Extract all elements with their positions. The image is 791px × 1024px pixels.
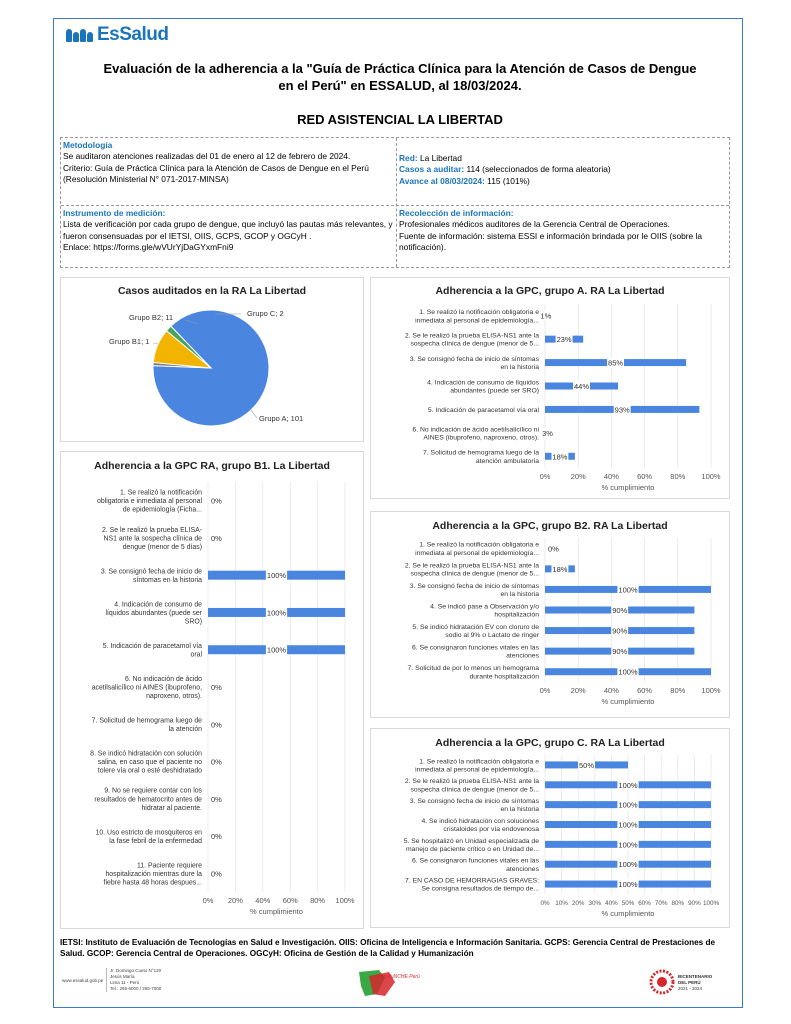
data-label: 100% xyxy=(618,860,638,870)
group-b1-panel xyxy=(60,451,364,929)
category-label: 7. Solicitud de hemograma luego de xyxy=(91,717,202,725)
tick-label: 10% xyxy=(555,900,568,907)
data-label: 0% xyxy=(211,720,222,730)
tick-label: 20% xyxy=(227,896,243,905)
category-label: 4. Indicación de consumo de líquidos xyxy=(427,379,539,387)
category-label: 2. Se le realizó la prueba ELISA-NS1 ante la xyxy=(404,562,539,570)
data-label: 100% xyxy=(618,820,638,830)
category-label: 3. Se consignó fecha de inicio de xyxy=(100,568,202,576)
category-label: 10. Uso estricto de mosquiteros en xyxy=(95,829,202,837)
data-label: 44% xyxy=(574,382,590,391)
punche-peru-icon xyxy=(355,966,420,1000)
category-label: en la historia xyxy=(500,806,539,814)
tick-label: 100% xyxy=(701,472,721,481)
group-b1-title: Adherencia a la GPC RA, grupo B1. La Libertad xyxy=(94,460,330,472)
page-title xyxy=(60,60,740,94)
metodologia-cell xyxy=(63,140,393,185)
data-label: 100% xyxy=(618,585,638,595)
tick-label: 80% xyxy=(670,472,686,481)
category-label: sospecha clínica de dengue (menor de 5... xyxy=(410,786,539,794)
group-a-title: Adherencia a la GPC, grupo A. RA La Libertad xyxy=(435,285,665,297)
category-label: abundantes (puede ser SRO) xyxy=(450,387,539,395)
category-label: atenciones xyxy=(506,865,539,873)
category-label: hospitalización xyxy=(494,611,539,619)
x-axis-label: % cumplimiento xyxy=(601,483,655,492)
category-label: sospecha clínica de dengue (menor de 5... xyxy=(410,340,539,348)
page-subtitle: RED ASISTENCIAL LA LIBERTAD xyxy=(297,112,503,127)
group-b2-panel xyxy=(370,511,730,718)
red-label: Red: xyxy=(399,153,418,163)
x-axis-label: % cumplimiento xyxy=(250,907,303,916)
instrumento-label: Instrumento de medición: xyxy=(63,208,166,218)
tick-label: 80% xyxy=(670,686,686,695)
category-label: 9. No se requiere contar con los xyxy=(104,787,202,795)
bicentenario-line-1: BICENTENARIO xyxy=(678,974,713,979)
casos-label: Casos a auditar: xyxy=(399,164,465,175)
data-label: 100% xyxy=(266,608,287,618)
address-line-1: Jr. Domingo Cueto N°120 xyxy=(110,968,162,973)
category-label: 8. Se indicó hidratación con solución xyxy=(90,750,202,758)
data-label: 100% xyxy=(266,571,287,581)
category-label: inmediata al personal de epidemiología... xyxy=(415,766,539,774)
category-label: inmediata al personal de epidemiología... xyxy=(415,549,539,557)
category-label: Se consigna resultados de tiempo de... xyxy=(421,885,539,893)
pie-chart-panel xyxy=(60,277,364,442)
category-label: obligatoria e inmediata al personal xyxy=(97,498,202,506)
data-label: 85% xyxy=(608,358,624,368)
essalud-logo xyxy=(66,24,168,46)
metodologia-text-1: Se auditaron atenciones realizadas del 01 de enero al 12 de febrero de 2024. xyxy=(63,151,351,162)
data-label: 0% xyxy=(211,496,222,506)
tick-label: 20% xyxy=(571,900,585,907)
data-label: 0% xyxy=(211,832,222,842)
category-label: fiebre hasta 48 horas despues... xyxy=(103,879,202,887)
category-label: 7. EN CASO DE HEMORRAGIAS GRAVES: xyxy=(405,877,539,885)
category-label: la atención xyxy=(168,726,202,734)
category-label: 5. Se hospitalizó en Unidad especializada de xyxy=(403,837,539,845)
tick-label: 50% xyxy=(621,900,635,907)
tick-label: 20% xyxy=(570,686,586,695)
title-line-1: Evaluación de la adherencia a la "Guía de Práctica Clínica para la Atención de Casos de Dengue xyxy=(103,61,697,76)
tick-label: 60% xyxy=(282,896,298,905)
footer-address xyxy=(106,968,161,992)
group-b2-chart xyxy=(371,512,729,717)
data-label: 100% xyxy=(618,880,638,890)
group-c-title: Adherencia a la GPC, grupo C. RA La Libertad xyxy=(435,737,665,749)
category-label: 7. Solicitud de hemograma luego de la xyxy=(423,449,539,457)
category-label: NS1 ante la sospecha clínica de xyxy=(103,535,202,543)
avance-label: Avance al 08/03/2024: xyxy=(399,175,485,186)
category-label: sospecha clínica de dengue (menor de 5... xyxy=(410,570,539,578)
category-label: AINES (ibuprofeno, naproxeno, otros). xyxy=(423,434,539,442)
category-label: 1. Se realizó la notificación xyxy=(120,489,202,497)
category-label: resultados de hematocrito antes de xyxy=(94,796,202,804)
data-label: 0% xyxy=(211,869,222,879)
category-label: hidratar al paciente. xyxy=(141,804,202,812)
category-label: 1. Se realizó la notificación obligatoria e xyxy=(419,541,539,549)
recoleccion-label: Recolección de información: xyxy=(399,208,514,218)
pie-leader-line xyxy=(251,410,257,418)
address-line-4: Tel.: 265-6000 / 265-7000 xyxy=(110,986,162,991)
category-label: SRO) xyxy=(184,618,202,626)
category-label: 4. Se indicó pase a Observación y/o xyxy=(430,603,539,611)
category-label: 5. Indicación de paracetamol vía xyxy=(102,642,202,650)
category-label: 5. Indicación de paracetamol vía oral xyxy=(427,406,539,414)
pie-chart xyxy=(61,278,363,441)
tick-label: 20% xyxy=(570,472,586,481)
group-a-panel xyxy=(370,277,730,499)
data-label: 18% xyxy=(552,452,568,462)
recoleccion-text-1: Profesionales médicos auditores de la Gerencia Central de Operaciones. xyxy=(399,219,670,230)
pie-label: Grupo B2; 11 xyxy=(129,313,174,322)
category-label: 7. Solicitud de por lo menos un hemograma xyxy=(407,665,539,673)
category-label: en la historia xyxy=(500,591,539,599)
people-icon xyxy=(66,29,93,42)
data-label: 0% xyxy=(548,544,559,554)
category-label: 5. Se indicó hidratación EV con cloruro de xyxy=(412,623,539,631)
data-label: 93% xyxy=(614,405,630,415)
divider-horizontal xyxy=(61,205,729,206)
tick-label: 90% xyxy=(688,900,701,907)
metodologia-label: Metodología xyxy=(63,140,113,150)
category-label: 11. Paciente requiere xyxy=(137,862,202,870)
data-label: 0% xyxy=(211,757,222,767)
data-label: 90% xyxy=(612,606,628,615)
group-a-chart xyxy=(371,278,729,498)
category-label: de epidemiología (Ficha... xyxy=(122,506,202,514)
category-label: oral xyxy=(190,651,202,659)
tick-label: 40% xyxy=(605,900,618,907)
tick-label: 70% xyxy=(654,900,668,907)
pie-label: Grupo C; 2 xyxy=(247,309,284,318)
instrumento-text: Lista de verificación por cada grupo de dengue, que incluyó las pautas más relevantes, y fueron consensuadas por el IETSI, OIIS, GCPS, GCOP y OGCyH . xyxy=(63,219,393,241)
data-label: 0% xyxy=(211,683,222,692)
punche-text: Con PuNCHE Perú xyxy=(377,974,420,980)
category-label: cristaloides por vía endovenosa xyxy=(443,826,539,834)
data-label: 23% xyxy=(556,335,572,345)
category-label: 2. Se le realizó la prueba ELISA-NS1 ante la xyxy=(404,778,539,786)
pie-chart-title: Casos auditados en la RA La Libertad xyxy=(117,285,307,297)
group-c-panel xyxy=(370,728,730,928)
category-label: manejo de paciente crítico o en Unidad de... xyxy=(405,845,539,853)
data-label: 0% xyxy=(211,794,222,804)
category-label: inmediata al personal de epidemiología... xyxy=(415,317,539,325)
title-line-2: en el Perú" en ESSALUD, al 18/03/2024. xyxy=(278,78,522,93)
category-label: durante hospitalización xyxy=(469,673,539,681)
x-axis-label: % cumplimiento xyxy=(601,697,655,706)
category-label: 6. Se consignaron funciones vitales en las xyxy=(412,644,539,652)
info-grid xyxy=(60,137,730,268)
category-label: 2. Se le realizó la prueba ELISA-NS1 ante la xyxy=(404,332,539,340)
casos-value: 114 (seleccionados de forma aleatoria) xyxy=(466,164,611,175)
category-label: líquidos abundantes (puede ser xyxy=(105,609,202,617)
data-label: 50% xyxy=(578,760,595,770)
instrumento-cell xyxy=(63,208,393,253)
category-label: síntomas en la historia xyxy=(133,576,202,584)
category-label: dengue (menor de 5 días) xyxy=(122,544,202,552)
footnote: IETSI: Instituto de Evaluación de Tecnologías en Salud e Investigación. OIIS: Oficina de Inteligencia e Información Sanitaria. GCPS: Gerencia Central de Prestaciones de Salud. GCOP: Gerencia Central de Operaciones. OGCyH: Oficina de Gestión de la Calidad y Humanización xyxy=(60,938,716,958)
category-label: 3. Se consignó fecha de inicio de síntomas xyxy=(409,798,539,806)
data-label: 100% xyxy=(266,645,287,655)
category-label: tolere vía oral o esté deshidratado xyxy=(97,767,202,775)
category-label: 1. Se realizó la notificación obligatoria e xyxy=(419,309,539,317)
category-label: 6. No indicación de ácido acetilsalicílico ni xyxy=(412,426,539,434)
tick-label: 80% xyxy=(671,900,685,907)
recoleccion-text-2: Fuente de información: sistema ESSI e información brindada por le OIIS (sobre la notificación). xyxy=(399,230,703,252)
data-label: 90% xyxy=(612,647,628,657)
category-label: 2. Se le realizó la prueba ELISA- xyxy=(102,526,202,534)
tick-label: 60% xyxy=(638,900,651,907)
group-c-chart xyxy=(371,729,729,927)
x-axis-label: % cumplimiento xyxy=(601,909,655,918)
footer-website[interactable]: www.essalud.gob.pe xyxy=(62,978,104,983)
data-label: 100% xyxy=(618,780,638,790)
data-label: 1% xyxy=(540,311,552,321)
category-label: 4. Indicación de consumo de xyxy=(114,601,202,609)
tick-label: 0% xyxy=(202,896,214,905)
category-label: acetilsalicílico ni AINES (ibuprofeno, xyxy=(91,684,202,692)
recoleccion-cell xyxy=(399,208,729,253)
red-cell xyxy=(399,153,729,187)
category-label: atenciones xyxy=(506,652,539,660)
tick-label: 40% xyxy=(603,472,619,481)
data-label: 0% xyxy=(211,533,222,543)
tick-label: 40% xyxy=(603,686,619,695)
data-label: 100% xyxy=(618,840,638,850)
pie-label: Grupo A; 101 xyxy=(259,414,304,423)
tick-label: 40% xyxy=(255,896,271,905)
address-line-2: Jesús María xyxy=(110,974,135,979)
enlace-link[interactable]: Enlace: https://forms.gle/wVUrYjDaGYxmFni9 xyxy=(63,241,234,252)
divider-vertical xyxy=(396,138,397,267)
tick-label: 100% xyxy=(701,686,721,695)
tick-label: 80% xyxy=(310,896,326,905)
category-label: salina, en caso que el paciente no xyxy=(97,759,202,767)
tick-label: 60% xyxy=(637,472,653,481)
data-label: 18% xyxy=(552,564,568,574)
address-line-3: Lima 11 - Perú xyxy=(110,980,140,985)
category-label: hospitalización mientras dure la xyxy=(105,870,202,878)
category-label: 3. Se consignó fecha de inicio de síntomas xyxy=(409,355,539,363)
bicentenario-line-2: DEL PERÚ xyxy=(678,980,701,985)
category-label: 3. Se consignó fecha de inicio de síntomas xyxy=(409,582,539,590)
category-label: sodio al 9% o Lactato de ringer xyxy=(445,632,539,640)
category-label: 6. Se consignaron funciones vitales en las xyxy=(412,857,539,865)
group-b2-title: Adherencia a la GPC, grupo B2. RA La Libertad xyxy=(432,520,668,532)
tick-label: 30% xyxy=(588,900,602,907)
punche-peru-logo xyxy=(355,966,420,1000)
category-label: 6. No indicación de ácido xyxy=(125,675,202,683)
tick-label: 0% xyxy=(540,900,550,907)
category-label: atención ambulatoria xyxy=(475,457,539,465)
data-label: 90% xyxy=(612,626,628,636)
metodologia-text-2: Criterio: Guía de Práctica Clínica para la Atención de Casos de Dengue en el Perú (Resolución Ministerial N° 071-2017-MINSA) xyxy=(63,162,369,184)
tick-label: 0% xyxy=(539,686,551,695)
category-label: 4. Se indicó hidratación con soluciones xyxy=(421,817,539,825)
category-label: 1. Se realizó la notificación obligatoria e xyxy=(419,758,539,766)
category-label: la fase febril de la enfermedad xyxy=(109,837,202,845)
bicentenario-logo xyxy=(648,968,728,1003)
data-label: 3% xyxy=(542,428,553,438)
group-b1-chart xyxy=(61,452,363,928)
category-label: naproxeno, otros). xyxy=(146,693,202,701)
tick-label: 60% xyxy=(637,686,653,695)
tick-label: 100% xyxy=(335,896,355,905)
category-label: en la historia xyxy=(500,364,539,372)
red-value: La Libertad xyxy=(419,153,462,163)
tick-label: 100% xyxy=(702,900,720,907)
bicentenario-line-3: 2021 - 2024 xyxy=(678,986,703,991)
tick-label: 0% xyxy=(539,472,551,481)
data-label: 100% xyxy=(618,667,638,677)
pie-label: Grupo B1; 1 xyxy=(109,337,150,346)
logo-text: EsSalud xyxy=(97,24,169,45)
avance-value: 115 (101%) xyxy=(487,175,530,186)
data-label: 100% xyxy=(618,800,638,810)
bicentenario-icon xyxy=(648,968,728,998)
